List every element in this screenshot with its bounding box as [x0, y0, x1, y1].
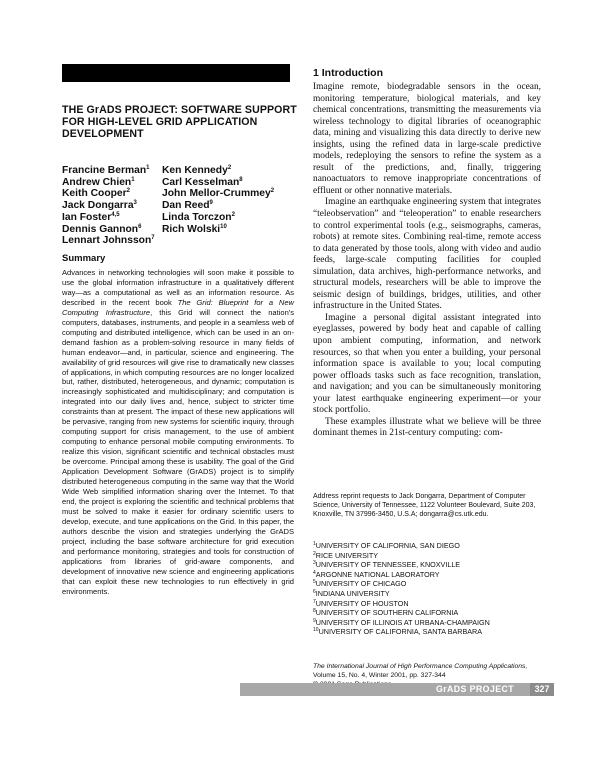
author: Carl Kesselman$^8$: [162, 176, 243, 188]
book-title: The Grid: Blueprint for a New Computing Infrastructure: [62, 297, 294, 317]
page-number: 327: [530, 683, 554, 696]
summary-text: Advances in networking technologies will soon make it possible to use the global information infrastructure in a qualitatively different way—as a computational as well as an information resource. As described in the recent book The Grid: Blueprint for a New Computing Infrastructure, this Grid will connect the nation's computers, databases, instruments, and people in a seamless web of computing and distributed intelligence, which can be used in an on-demand fashion as a problem-solving resource in many fields of human endeavor—and, in particular, science and engineering. The availability of grid resources will give rise to dramatically new classes of applications, in which computing resources are no longer localized but, rather, distributed, heterogeneous, and dynamic; computation is increasingly sophisticated and multidisciplinary; and computation is integrated into our daily lives and, hence, subject to stricter time constraints than at present. The impact of these new applications will be pervasive, ranging from new systems for scientific inquiry, through computing support for crisis management, to the use of ambient computing to enhance personal mobile computing environments. To realize this vision, significant scientific and technical obstacles must be overcome. Principal among these is usability. The goal of the Grid Application Development Software (GrADS) project is to simplify distributed heterogeneous computing in the same way that the World Wide Web simplified information sharing over the Internet. To that end, the project is exploring the scientific and technical problems that must be solved to make it easier for ordinary scientific users to develop, execute, and tune applications on the Grid. In this paper, the authors describe the vision and strategies underlying the GrADS project, including the base software architecture for grid execution and performance monitoring, strategies and tools for construction of applications from libraries of grid-aware components, and development of innovative new science and engineering applications that can exploit these new technologies to run effectively in grid environments.: [62, 268, 295, 596]
author: Ian Foster$^{4,5}$: [62, 211, 120, 223]
author: Dan Reed$^9$: [162, 200, 213, 212]
affiliation: $^6$INDIANA UNIVERSITY: [313, 588, 390, 598]
author: Linda Torczon$^2$: [162, 211, 235, 223]
section-heading-introduction: 1 Introduction: [313, 67, 383, 79]
intro-paragraph: These examples illustrate what we believe will be three dominant themes in 21st-century computing: com-: [313, 416, 541, 439]
author: Francine Berman$^1$: [62, 165, 150, 176]
affiliation: $^{10}$UNIVERSITY OF CALIFORNIA, SANTA BARBARA: [313, 627, 483, 637]
intro-paragraph: Imagine a personal digital assistant integrated into eyeglasses, powered by body heat and capable of calling upon ambient computing, information, and network resources, so that when you enter a building, your personal information space is available to you; local computing power offloads tasks such as face recognition, translation, and navigation; and you can be simultaneously monitoring your latest earthquake engineering experiment—or your stock portfolio.: [313, 312, 541, 416]
introduction-body: [313, 82, 541, 440]
summary-heading: Summary: [62, 253, 106, 264]
author: Lennart Johnsson$^7$: [62, 235, 155, 247]
paper-title: THE GrADS PROJECT: SOFTWARE SUPPORT FOR HIGH-LEVEL GRID APPLICATION DEVELOPMENT: [62, 104, 297, 140]
affiliation: $^3$UNIVERSITY OF TENNESSEE, KNOXVILLE: [313, 560, 461, 570]
author-column-left: [62, 165, 155, 247]
author: John Mellor-Crummey$^2$: [162, 188, 275, 200]
affiliation: $^4$ARGONNE NATIONAL LABORATORY: [313, 569, 440, 579]
running-footer-label: GrADS PROJECT: [435, 684, 514, 694]
journal-volume: Volume 15, No. 4, Winter 2001, pp. 327-344: [313, 672, 446, 679]
author-column-right: [162, 165, 274, 235]
journal-name: The International Journal of High Performance Computing Applications,: [313, 663, 528, 670]
author: Rich Wolski$^{10}$: [162, 223, 227, 235]
header-black-bar: [62, 64, 290, 82]
intro-paragraph: Imagine an earthquake engineering system that integrates “teleobservation” and “teleoperation” to enable researchers to control experimental tools (e.g., seismographs, cameras, robots) at remote sites. Combining real-time, remote access to data generated by those tools, along with video and audio feeds, large-scale computing facilities for coupled simulation, data archives, high-performance networks, and structural models, researchers will be able to improve the seismic design of buildings, bridges, utilities, and other infrastructure in the United States.: [313, 197, 541, 312]
affiliation: $^5$UNIVERSITY OF CHICAGO: [313, 579, 407, 589]
running-footer-bar: [240, 683, 540, 696]
author: Keith Cooper$^2$: [62, 188, 130, 200]
affiliation: $^7$UNIVERSITY OF HOUSTON: [313, 598, 409, 608]
affiliation: $^8$UNIVERSITY OF SOUTHERN CALIFORNIA: [313, 608, 459, 618]
affiliation: $^2$RICE UNIVERSITY: [313, 550, 379, 560]
reprint-address: Address reprint requests to Jack Dongarra, Department of Computer Science, University of Tennessee, 1122 Volunteer Boulevard, Suite 203, Knoxville, TN 37996-3450, U.S.A; dongarra@cs.utk.edu.: [313, 493, 536, 518]
intro-paragraph: Imagine remote, biodegradable sensors in the ocean, monitoring temperature, biological materials, and key chemical concentrations, transmitting the measurements via wireless technology to digital libraries of oceanographic data, mining and visualizing this data directly to derive new insights, using the refined data in large-scale predictive models, redeploying the sensors to refine the system as a result of the predictions, and, finally, triggering nanoactuators to remove inappropriate concentrations of effluent or other nonnative materials.: [313, 82, 541, 196]
author: Andrew Chien$^1$: [62, 176, 135, 188]
affiliation: $^9$UNIVERSITY OF ILLINOIS AT URBANA-CHAMPAIGN: [313, 617, 490, 627]
author: Jack Dongarra$^3$: [62, 200, 137, 212]
author: Dennis Gannon$^6$: [62, 223, 142, 235]
affiliation: $^1$UNIVERSITY OF CALIFORNIA, SAN DIEGO: [313, 541, 460, 550]
affiliation-list: [313, 541, 541, 637]
author: Ken Kennedy$^2$: [162, 165, 232, 176]
